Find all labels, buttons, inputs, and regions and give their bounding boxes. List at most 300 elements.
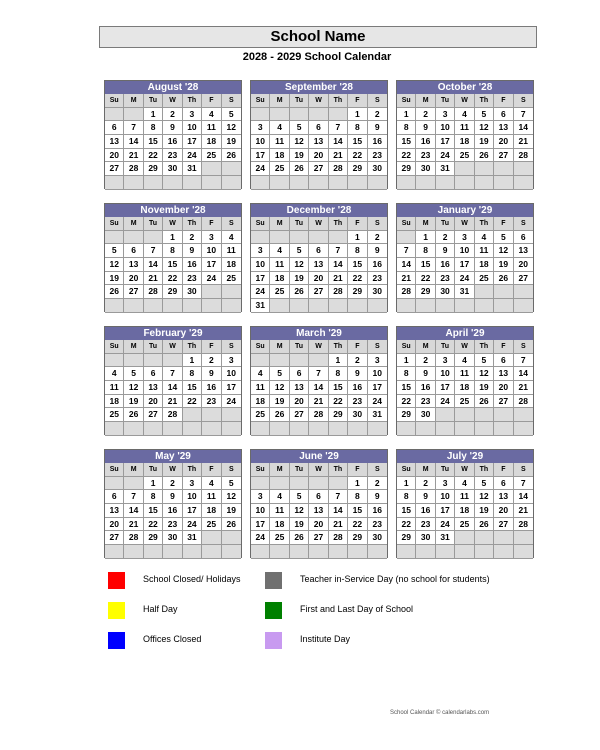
month-calendar (250, 326, 388, 435)
empty-day-cell (251, 422, 270, 436)
empty-day-cell (124, 354, 143, 368)
empty-day-cell (416, 299, 435, 313)
weekday-header: Su (251, 94, 270, 108)
day-cell: 6 (105, 490, 124, 504)
empty-day-cell (290, 231, 309, 245)
day-cell: 22 (163, 272, 182, 286)
day-cell: 19 (124, 395, 143, 409)
weekday-header: Th (329, 217, 348, 231)
day-cell: 11 (455, 367, 474, 381)
weekday-header: W (163, 340, 182, 354)
day-cell: 11 (222, 244, 241, 258)
month-title: April '29 (397, 327, 533, 340)
day-cell: 4 (222, 231, 241, 245)
day-cell: 20 (309, 149, 328, 163)
day-cell: 28 (514, 518, 533, 532)
weekday-header: Tu (290, 217, 309, 231)
day-cell: 1 (144, 108, 163, 122)
day-cell: 8 (144, 490, 163, 504)
day-cell: 23 (163, 149, 182, 163)
day-cell: 23 (416, 149, 435, 163)
day-cell: 23 (416, 518, 435, 532)
day-cell: 20 (309, 272, 328, 286)
weekday-header: Tu (290, 340, 309, 354)
day-cell: 15 (397, 504, 416, 518)
month-calendar (104, 449, 242, 558)
day-cell: 11 (251, 381, 270, 395)
day-cell: 6 (105, 121, 124, 135)
day-cell: 27 (309, 162, 328, 176)
empty-day-cell (124, 176, 143, 190)
month-day-grid (251, 217, 387, 313)
day-cell: 16 (163, 135, 182, 149)
weekday-header: Su (397, 94, 416, 108)
day-cell: 25 (455, 395, 474, 409)
day-cell: 5 (105, 244, 124, 258)
empty-day-cell (183, 422, 202, 436)
weekday-header: Th (183, 340, 202, 354)
day-cell: 27 (144, 408, 163, 422)
day-cell: 31 (183, 162, 202, 176)
month-day-grid (105, 217, 241, 313)
day-cell: 11 (270, 504, 289, 518)
day-cell: 8 (397, 490, 416, 504)
day-cell: 12 (222, 490, 241, 504)
day-cell: 15 (183, 381, 202, 395)
empty-day-cell (455, 176, 474, 190)
day-cell: 21 (124, 518, 143, 532)
empty-day-cell (436, 408, 455, 422)
day-cell: 4 (475, 231, 494, 245)
empty-day-cell (329, 108, 348, 122)
empty-day-cell (348, 545, 367, 559)
empty-day-cell (455, 422, 474, 436)
day-cell: 15 (348, 135, 367, 149)
empty-day-cell (222, 422, 241, 436)
weekday-header: Su (397, 340, 416, 354)
empty-day-cell (309, 477, 328, 491)
empty-day-cell (144, 422, 163, 436)
empty-day-cell (290, 108, 309, 122)
day-cell: 19 (270, 395, 289, 409)
day-cell: 14 (124, 135, 143, 149)
empty-day-cell (222, 162, 241, 176)
day-cell: 16 (368, 258, 387, 272)
day-cell: 15 (348, 504, 367, 518)
empty-day-cell (251, 108, 270, 122)
day-cell: 10 (251, 135, 270, 149)
day-cell: 20 (144, 395, 163, 409)
day-cell: 2 (368, 108, 387, 122)
weekday-header: S (368, 463, 387, 477)
day-cell: 6 (309, 490, 328, 504)
month-calendar (104, 80, 242, 189)
day-cell: 4 (455, 108, 474, 122)
day-cell: 16 (416, 135, 435, 149)
empty-day-cell (202, 176, 221, 190)
day-cell: 7 (514, 354, 533, 368)
day-cell: 23 (163, 518, 182, 532)
day-cell: 7 (514, 108, 533, 122)
month-calendar (396, 449, 534, 558)
weekday-header: Su (251, 463, 270, 477)
weekday-header: W (455, 94, 474, 108)
empty-day-cell (475, 299, 494, 313)
empty-day-cell (202, 545, 221, 559)
day-cell: 27 (514, 272, 533, 286)
empty-day-cell (202, 285, 221, 299)
day-cell: 8 (329, 367, 348, 381)
weekday-header: Tu (436, 94, 455, 108)
day-cell: 3 (251, 244, 270, 258)
weekday-header: W (309, 217, 328, 231)
day-cell: 3 (368, 354, 387, 368)
weekday-header: Tu (290, 463, 309, 477)
empty-day-cell (494, 422, 513, 436)
day-cell: 5 (222, 477, 241, 491)
month-title: June '29 (251, 450, 387, 463)
day-cell: 20 (290, 395, 309, 409)
day-cell: 18 (105, 395, 124, 409)
empty-day-cell (416, 545, 435, 559)
day-cell: 22 (329, 395, 348, 409)
day-cell: 18 (251, 395, 270, 409)
day-cell: 12 (222, 121, 241, 135)
day-cell: 15 (329, 381, 348, 395)
empty-day-cell (494, 176, 513, 190)
day-cell: 15 (163, 258, 182, 272)
day-cell: 26 (290, 162, 309, 176)
day-cell: 19 (290, 272, 309, 286)
empty-day-cell (475, 176, 494, 190)
day-cell: 1 (397, 477, 416, 491)
day-cell: 20 (494, 381, 513, 395)
day-cell: 6 (309, 121, 328, 135)
day-cell: 2 (348, 354, 367, 368)
day-cell: 12 (290, 135, 309, 149)
weekday-header: Th (183, 463, 202, 477)
weekday-header: W (455, 463, 474, 477)
month-calendar (104, 326, 242, 435)
month-title: October '28 (397, 81, 533, 94)
day-cell: 14 (514, 367, 533, 381)
empty-day-cell (202, 422, 221, 436)
day-cell: 13 (105, 504, 124, 518)
day-cell: 30 (436, 285, 455, 299)
empty-day-cell (309, 299, 328, 313)
day-cell: 17 (183, 135, 202, 149)
weekday-header: F (494, 463, 513, 477)
legend-color-swatch (108, 572, 125, 589)
weekday-header: Tu (144, 340, 163, 354)
day-cell: 22 (348, 518, 367, 532)
weekday-header: S (222, 463, 241, 477)
weekday-header: Tu (290, 94, 309, 108)
weekday-header: W (309, 340, 328, 354)
day-cell: 9 (368, 244, 387, 258)
day-cell: 28 (124, 531, 143, 545)
day-cell: 26 (270, 408, 289, 422)
day-cell: 24 (251, 162, 270, 176)
day-cell: 2 (163, 477, 182, 491)
calendar-subtitle: 2028 - 2029 School Calendar (242, 51, 392, 63)
day-cell: 10 (436, 490, 455, 504)
day-cell: 20 (124, 272, 143, 286)
day-cell: 13 (494, 490, 513, 504)
empty-day-cell (348, 299, 367, 313)
day-cell: 31 (368, 408, 387, 422)
empty-day-cell (329, 299, 348, 313)
day-cell: 31 (436, 162, 455, 176)
month-calendar (396, 203, 534, 312)
empty-day-cell (514, 408, 533, 422)
day-cell: 27 (309, 285, 328, 299)
day-cell: 22 (397, 395, 416, 409)
day-cell: 11 (202, 490, 221, 504)
legend-color-swatch (108, 632, 125, 649)
empty-day-cell (124, 231, 143, 245)
day-cell: 19 (475, 135, 494, 149)
day-cell: 22 (348, 272, 367, 286)
day-cell: 4 (202, 477, 221, 491)
day-cell: 4 (251, 367, 270, 381)
weekday-header: F (348, 463, 367, 477)
empty-day-cell (163, 299, 182, 313)
day-cell: 15 (144, 504, 163, 518)
day-cell: 3 (251, 490, 270, 504)
day-cell: 28 (329, 285, 348, 299)
empty-day-cell (270, 477, 289, 491)
day-cell: 6 (494, 354, 513, 368)
day-cell: 9 (348, 367, 367, 381)
day-cell: 4 (105, 367, 124, 381)
weekday-header: S (514, 340, 533, 354)
day-cell: 29 (348, 531, 367, 545)
day-cell: 25 (270, 162, 289, 176)
empty-day-cell (329, 176, 348, 190)
day-cell: 4 (270, 121, 289, 135)
empty-day-cell (329, 545, 348, 559)
empty-day-cell (105, 176, 124, 190)
day-cell: 1 (144, 477, 163, 491)
weekday-header: Th (475, 94, 494, 108)
day-cell: 17 (436, 504, 455, 518)
day-cell: 6 (494, 108, 513, 122)
month-calendar (396, 326, 534, 435)
weekday-header: W (309, 94, 328, 108)
day-cell: 21 (329, 518, 348, 532)
empty-day-cell (436, 545, 455, 559)
day-cell: 26 (222, 518, 241, 532)
weekday-header: W (455, 217, 474, 231)
day-cell: 30 (368, 531, 387, 545)
weekday-header: M (124, 340, 143, 354)
day-cell: 12 (494, 244, 513, 258)
day-cell: 22 (416, 272, 435, 286)
day-cell: 18 (270, 272, 289, 286)
empty-day-cell (397, 422, 416, 436)
day-cell: 15 (397, 135, 416, 149)
legend-label: Institute Day (300, 634, 351, 644)
day-cell: 23 (348, 395, 367, 409)
day-cell: 30 (183, 285, 202, 299)
day-cell: 8 (397, 367, 416, 381)
empty-day-cell (105, 108, 124, 122)
day-cell: 1 (348, 231, 367, 245)
month-day-grid (251, 94, 387, 190)
weekday-header: M (124, 463, 143, 477)
day-cell: 31 (436, 531, 455, 545)
day-cell: 24 (251, 531, 270, 545)
day-cell: 29 (397, 408, 416, 422)
day-cell: 16 (348, 381, 367, 395)
empty-day-cell (251, 545, 270, 559)
day-cell: 21 (329, 272, 348, 286)
day-cell: 6 (124, 244, 143, 258)
weekday-header: Th (329, 94, 348, 108)
empty-day-cell (183, 545, 202, 559)
day-cell: 8 (144, 121, 163, 135)
day-cell: 25 (270, 285, 289, 299)
day-cell: 20 (309, 518, 328, 532)
weekday-header: Su (105, 94, 124, 108)
month-title: May '29 (105, 450, 241, 463)
weekday-header: Su (251, 217, 270, 231)
empty-day-cell (416, 176, 435, 190)
day-cell: 25 (251, 408, 270, 422)
day-cell: 21 (309, 395, 328, 409)
day-cell: 29 (348, 162, 367, 176)
day-cell: 23 (368, 272, 387, 286)
day-cell: 4 (270, 490, 289, 504)
day-cell: 14 (329, 135, 348, 149)
day-cell: 17 (436, 135, 455, 149)
day-cell: 24 (436, 395, 455, 409)
empty-day-cell (270, 299, 289, 313)
legend-color-swatch (108, 602, 125, 619)
day-cell: 22 (183, 395, 202, 409)
day-cell: 18 (202, 504, 221, 518)
day-cell: 16 (416, 504, 435, 518)
day-cell: 24 (436, 149, 455, 163)
weekday-header: M (270, 340, 289, 354)
day-cell: 8 (348, 121, 367, 135)
day-cell: 10 (222, 367, 241, 381)
empty-day-cell (494, 545, 513, 559)
day-cell: 9 (416, 490, 435, 504)
day-cell: 3 (251, 121, 270, 135)
day-cell: 18 (222, 258, 241, 272)
day-cell: 11 (202, 121, 221, 135)
day-cell: 17 (183, 504, 202, 518)
day-cell: 15 (397, 381, 416, 395)
empty-day-cell (251, 477, 270, 491)
weekday-header: Su (105, 217, 124, 231)
day-cell: 7 (163, 367, 182, 381)
weekday-header: Tu (436, 463, 455, 477)
weekday-header: W (163, 217, 182, 231)
empty-day-cell (329, 231, 348, 245)
day-cell: 28 (309, 408, 328, 422)
legend-label: School Closed/ Holidays (143, 574, 241, 584)
day-cell: 13 (494, 367, 513, 381)
day-cell: 3 (436, 354, 455, 368)
day-cell: 13 (309, 258, 328, 272)
day-cell: 13 (290, 381, 309, 395)
day-cell: 3 (222, 354, 241, 368)
day-cell: 17 (455, 258, 474, 272)
weekday-header: M (416, 340, 435, 354)
day-cell: 24 (436, 518, 455, 532)
weekday-header: F (202, 217, 221, 231)
day-cell: 20 (105, 518, 124, 532)
empty-day-cell (144, 299, 163, 313)
day-cell: 19 (290, 518, 309, 532)
day-cell: 8 (416, 244, 435, 258)
empty-day-cell (183, 299, 202, 313)
weekday-header: S (222, 94, 241, 108)
empty-day-cell (475, 285, 494, 299)
empty-day-cell (514, 299, 533, 313)
day-cell: 28 (124, 162, 143, 176)
day-cell: 5 (124, 367, 143, 381)
day-cell: 26 (475, 149, 494, 163)
empty-day-cell (290, 545, 309, 559)
day-cell: 9 (416, 121, 435, 135)
weekday-header: F (348, 217, 367, 231)
day-cell: 3 (436, 108, 455, 122)
empty-day-cell (290, 299, 309, 313)
day-cell: 1 (329, 354, 348, 368)
weekday-header: Tu (436, 217, 455, 231)
day-cell: 13 (514, 244, 533, 258)
legend-label: Offices Closed (143, 634, 202, 644)
day-cell: 28 (514, 395, 533, 409)
day-cell: 26 (475, 518, 494, 532)
day-cell: 13 (144, 381, 163, 395)
day-cell: 5 (270, 367, 289, 381)
day-cell: 9 (368, 121, 387, 135)
weekday-header: Th (475, 217, 494, 231)
legend-color-swatch (265, 602, 282, 619)
empty-day-cell (309, 354, 328, 368)
month-title: January '29 (397, 204, 533, 217)
empty-day-cell (105, 231, 124, 245)
day-cell: 20 (514, 258, 533, 272)
day-cell: 19 (222, 504, 241, 518)
day-cell: 7 (514, 477, 533, 491)
empty-day-cell (309, 108, 328, 122)
day-cell: 25 (202, 518, 221, 532)
day-cell: 10 (436, 121, 455, 135)
day-cell: 30 (416, 531, 435, 545)
day-cell: 14 (163, 381, 182, 395)
day-cell: 19 (290, 149, 309, 163)
weekday-header: S (514, 463, 533, 477)
day-cell: 12 (475, 490, 494, 504)
empty-day-cell (436, 176, 455, 190)
weekday-header: M (270, 217, 289, 231)
month-title: July '29 (397, 450, 533, 463)
day-cell: 16 (368, 135, 387, 149)
day-cell: 24 (183, 518, 202, 532)
empty-day-cell (494, 299, 513, 313)
empty-day-cell (202, 299, 221, 313)
day-cell: 15 (144, 135, 163, 149)
day-cell: 19 (222, 135, 241, 149)
day-cell: 2 (202, 354, 221, 368)
weekday-header: F (202, 94, 221, 108)
